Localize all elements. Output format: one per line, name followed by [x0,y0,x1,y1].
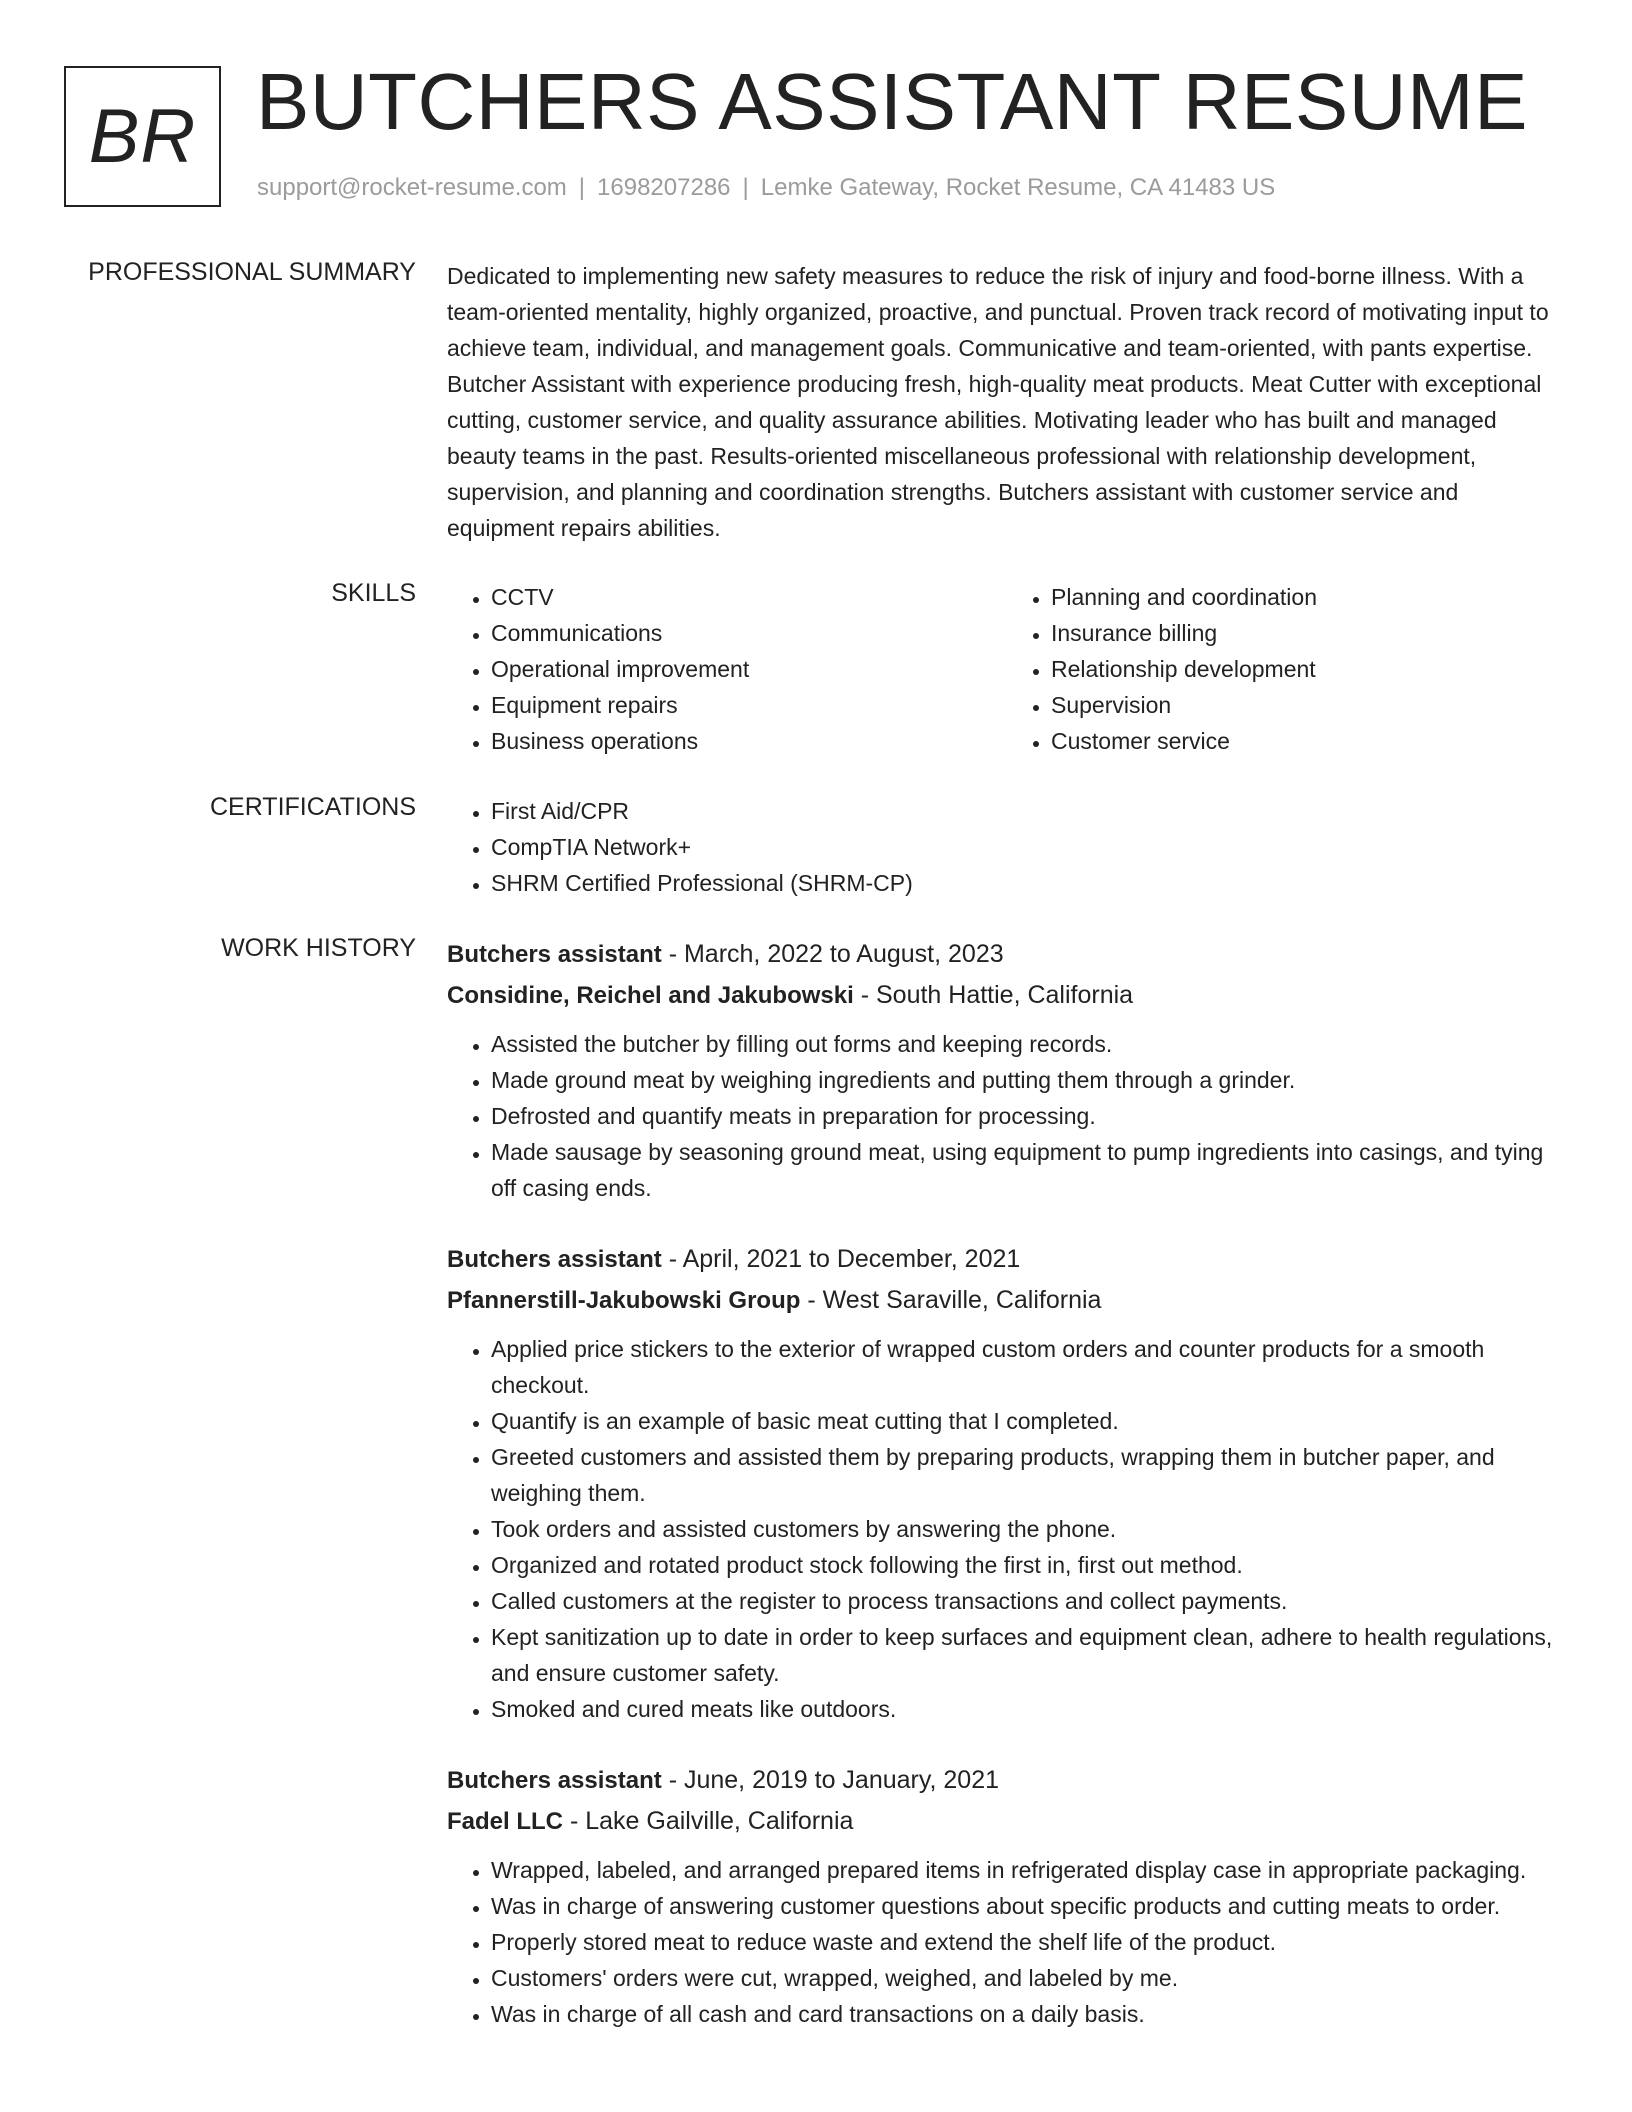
work-history-heading: WORK HISTORY [221,934,416,962]
contact-separator: | [742,174,749,201]
job-bullets [447,1026,1567,1206]
certifications-list [447,793,1567,901]
job-bullet: • Organized and rotated product stock following the first in, first out method. [491,1547,1567,1583]
summary-heading: PROFESSIONAL SUMMARY [88,258,416,286]
job-title-line [447,1239,1567,1280]
skills-list-right [1007,579,1567,759]
skill-item: • Business operations [491,723,1007,759]
job-bullet: • Greeted customers and assisted them by preparing products, wrapping them in butcher paper, and weighing them. [491,1439,1567,1511]
skill-item: • Supervision [1051,687,1567,723]
contact-email: support@rocket-resume.com [257,174,567,201]
job-dates: - March, 2022 to August, 2023 [661,940,1004,968]
job-company: Pfannerstill-Jakubowski Group [447,1287,801,1314]
skills-list-left [447,579,1007,759]
skill-item: • Insurance billing [1051,615,1567,651]
job-bullet: • Was in charge of answering customer questions about specific products and cutting meats to order. [491,1888,1567,1924]
job-bullet: • Customers' orders were cut, wrapped, weighed, and labeled by me. [491,1960,1567,1996]
job-location: - South Hattie, California [853,981,1134,1009]
skills-heading: SKILLS [331,579,416,607]
contact-line [257,174,1275,202]
job-bullet: • Was in charge of all cash and card transactions on a daily basis. [491,1996,1567,2032]
job-dates: - April, 2021 to December, 2021 [661,1245,1021,1273]
contact-separator: | [578,174,586,201]
certification-item: • SHRM Certified Professional (SHRM-CP) [491,865,1567,901]
job-company: Fadel LLC [447,1808,564,1835]
job-entry [447,934,1567,1206]
job-bullet: • Called customers at the register to process transactions and collect payments. [491,1583,1567,1619]
job-bullet: • Properly stored meat to reduce waste and extend the shelf life of the product. [491,1924,1567,1960]
job-location: - Lake Gailville, California [563,1807,854,1835]
job-title: Butchers assistant [447,941,662,968]
job-dates: - June, 2019 to January, 2021 [661,1766,1000,1794]
job-title: Butchers assistant [447,1246,662,1273]
monogram-logo [64,66,221,207]
job-bullet: • Kept sanitization up to date in order to keep surfaces and equipment clean, adhere to health regulations, and ensure customer safety. [491,1619,1567,1691]
job-entry [447,1760,1567,2032]
contact-address: Lemke Gateway, Rocket Resume, CA 41483 US [760,174,1276,201]
job-bullet: • Took orders and assisted customers by answering the phone. [491,1511,1567,1547]
skill-item: • Customer service [1051,723,1567,759]
job-company-line [447,975,1567,1016]
job-entry [447,1239,1567,1727]
skill-item: • Planning and coordination [1051,579,1567,615]
skill-item: • Relationship development [1051,651,1567,687]
summary-text: Dedicated to implementing new safety measures to reduce the risk of injury and food-borne illness. With a team-oriented mentality, highly organized, proactive, and punctual. Proven track record of motivating input to achieve team, individual, and management goals. Communicative and team-oriented, with pants expertise. Butcher Assistant with experience producing fresh, high-quality meat products. Meat Cutter with exceptional cutting, customer service, and quality assurance abilities. Motivating leader who has built and managed beauty teams in the past. Results-oriented miscellaneous professional with relationship development, supervision, and planning and coordination strengths. Butchers assistant with customer service and equipment repairs abilities. [447,263,1549,541]
job-bullet: • Smoked and cured meats like outdoors. [491,1691,1567,1727]
resume-title: BUTCHERS ASSISTANT RESUME [256,57,1528,146]
contact-phone: 1698207286 [597,174,731,201]
job-bullet: • Assisted the butcher by filling out forms and keeping records. [491,1026,1567,1062]
job-bullet: • Quantify is an example of basic meat cutting that I completed. [491,1403,1567,1439]
certification-item: • CompTIA Network+ [491,829,1567,865]
job-location: - West Saraville, California [800,1286,1102,1314]
job-bullets [447,1852,1567,2032]
job-bullet: • Made sausage by seasoning ground meat, using equipment to pump ingredients into casings, and tying off casing ends. [491,1134,1567,1206]
skill-item: • CCTV [491,579,1007,615]
job-bullet: • Made ground meat by weighing ingredients and putting them through a grinder. [491,1062,1567,1098]
skill-item: • Equipment repairs [491,687,1007,723]
job-bullet: • Wrapped, labeled, and arranged prepared items in refrigerated display case in appropriate packaging. [491,1852,1567,1888]
job-title: Butchers assistant [447,1767,662,1794]
monogram-initials: BR [88,94,197,179]
job-bullets [447,1331,1567,1727]
skill-item: • Operational improvement [491,651,1007,687]
job-company-line [447,1280,1567,1321]
certifications-heading: CERTIFICATIONS [209,793,416,821]
job-title-line [447,1760,1567,1801]
job-bullet: • Applied price stickers to the exterior of wrapped custom orders and counter products for a smooth checkout. [491,1331,1567,1403]
job-bullet: • Defrosted and quantify meats in preparation for processing. [491,1098,1567,1134]
job-company: Considine, Reichel and Jakubowski [447,982,854,1009]
skill-item: • Communications [491,615,1007,651]
job-title-line [447,934,1567,975]
certification-item: • First Aid/CPR [491,793,1567,829]
job-company-line [447,1801,1567,1842]
